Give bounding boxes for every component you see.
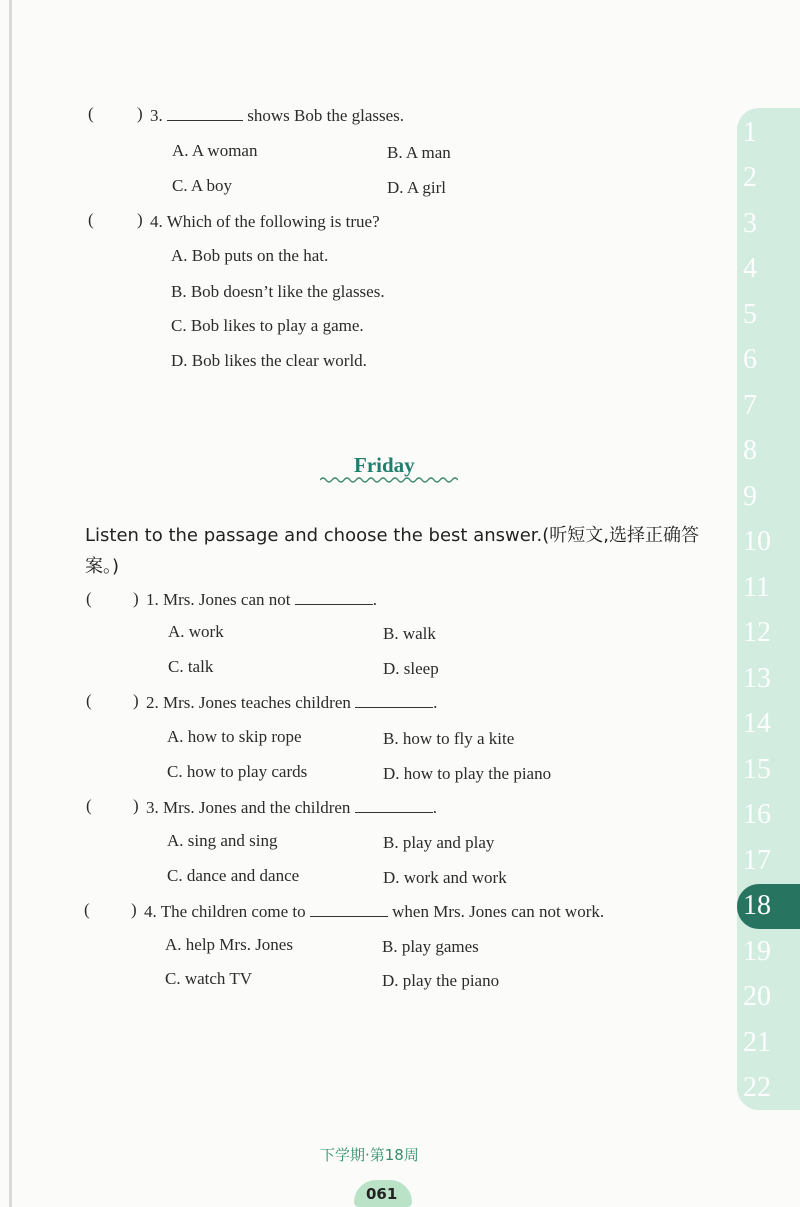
week-tab-8[interactable]: 8 [743,435,757,466]
question-text: Mrs. Jones and the children [163,798,351,817]
answer-paren-open: ( [88,104,94,123]
week-tab-6[interactable]: 6 [743,344,757,375]
section-instruction: Listen to the passage and choose the best answer.(听短文,选择正确答案。) [85,525,700,577]
option-a: A. help Mrs. Jones [165,935,293,954]
week-tab-15[interactable]: 15 [743,753,771,785]
question-text: Which of the following is true? [166,212,380,231]
week-tab-3[interactable]: 3 [743,207,757,239]
answer-paren-close: ) [137,210,143,229]
week-tab-20[interactable]: 20 [743,981,771,1012]
section-title: Friday [354,453,415,477]
option-d: D. A girl [387,178,447,197]
question-number: 2. [146,693,159,712]
question-text: Mrs. Jones can not [163,590,291,609]
option-b: B. A man [387,143,451,162]
question-4 [144,902,604,922]
answer-paren-close: ) [137,104,143,123]
week-tab-1[interactable]: 1 [743,116,757,148]
answer-paren-open: ( [86,796,92,815]
option-b: B. play and play [383,833,495,852]
week-tab-2[interactable]: 2 [743,162,757,193]
week-tab-10[interactable]: 10 [743,526,771,557]
option-a: A. A woman [172,141,258,160]
option-c: C. talk [168,657,214,676]
question-2 [146,693,437,713]
option-d: D. sleep [383,659,439,678]
question-text-end: . [433,693,438,712]
answer-paren-open: ( [88,210,94,229]
answer-blank[interactable] [167,106,243,121]
question-1 [146,590,377,610]
answer-paren-close: ) [131,900,137,919]
week-tab-7[interactable]: 7 [743,389,757,421]
week-tab-12[interactable]: 12 [743,617,771,648]
question-3 [150,106,404,126]
option-a: A. how to skip rope [167,727,302,746]
answer-paren-close: ) [133,691,139,710]
week-tab-4[interactable]: 4 [743,253,757,284]
answer-blank[interactable] [295,590,373,605]
week-tab-13[interactable]: 13 [743,662,771,694]
option-d: D. how to play the piano [383,764,552,783]
option-d: D. Bob likes the clear world. [171,351,367,370]
question-text-end: . [372,590,377,609]
week-tab-18[interactable]: 18 [737,884,800,929]
option-b: B. play games [382,937,479,956]
week-tab-14[interactable]: 14 [743,708,771,739]
answer-blank[interactable] [355,693,433,708]
answer-paren-close: ) [133,589,139,608]
answer-paren-open: ( [84,900,90,919]
answer-blank[interactable] [355,798,433,813]
week-tab-11[interactable]: 11 [743,571,770,603]
wavy-underline-icon [320,476,458,484]
option-d: D. play the piano [382,971,500,990]
answer-paren-open: ( [86,691,92,710]
option-a: A. work [168,622,224,641]
question-number: 4. [150,212,163,231]
option-c: C. Bob likes to play a game. [171,316,364,335]
option-b: B. how to fly a kite [383,729,515,748]
option-c: C. A boy [172,176,232,195]
week-tab-9[interactable]: 9 [743,480,757,512]
question-3 [146,798,437,818]
answer-paren-close: ) [133,796,139,815]
answer-paren-open: ( [86,589,92,608]
week-tab-21[interactable]: 21 [743,1026,771,1058]
question-text: The children come to [160,902,306,921]
option-d: D. work and work [383,868,507,887]
week-tab-19[interactable]: 19 [743,935,771,967]
week-tabs [737,108,800,1110]
option-a: A. sing and sing [167,831,278,850]
question-text: Mrs. Jones teaches children [163,693,351,712]
page-margin-line [9,0,12,1207]
week-tab-17[interactable]: 17 [743,844,771,876]
question-number: 3. [146,798,159,817]
option-c: C. watch TV [165,969,253,988]
week-tab-22[interactable]: 22 [743,1072,771,1103]
question-number: 1. [146,590,159,609]
week-tab-5[interactable]: 5 [743,298,757,330]
option-c: C. how to play cards [167,762,308,781]
question-4 [150,212,380,232]
question-text-end: when Mrs. Jones can not work. [392,902,605,921]
question-text-end: . [432,798,437,817]
week-tab-16[interactable]: 16 [743,799,771,830]
answer-blank[interactable] [310,902,388,917]
option-b: B. walk [383,624,436,643]
option-a: A. Bob puts on the hat. [171,246,329,265]
question-number: 3. [150,106,163,125]
question-number: 4. [144,902,157,921]
question-text: shows Bob the glasses. [247,106,405,125]
page-number: 061 [366,1185,398,1203]
footer-label: 下学期·第18周 [320,1146,419,1164]
option-b: B. Bob doesn’t like the glasses. [171,282,385,301]
option-c: C. dance and dance [167,866,300,885]
